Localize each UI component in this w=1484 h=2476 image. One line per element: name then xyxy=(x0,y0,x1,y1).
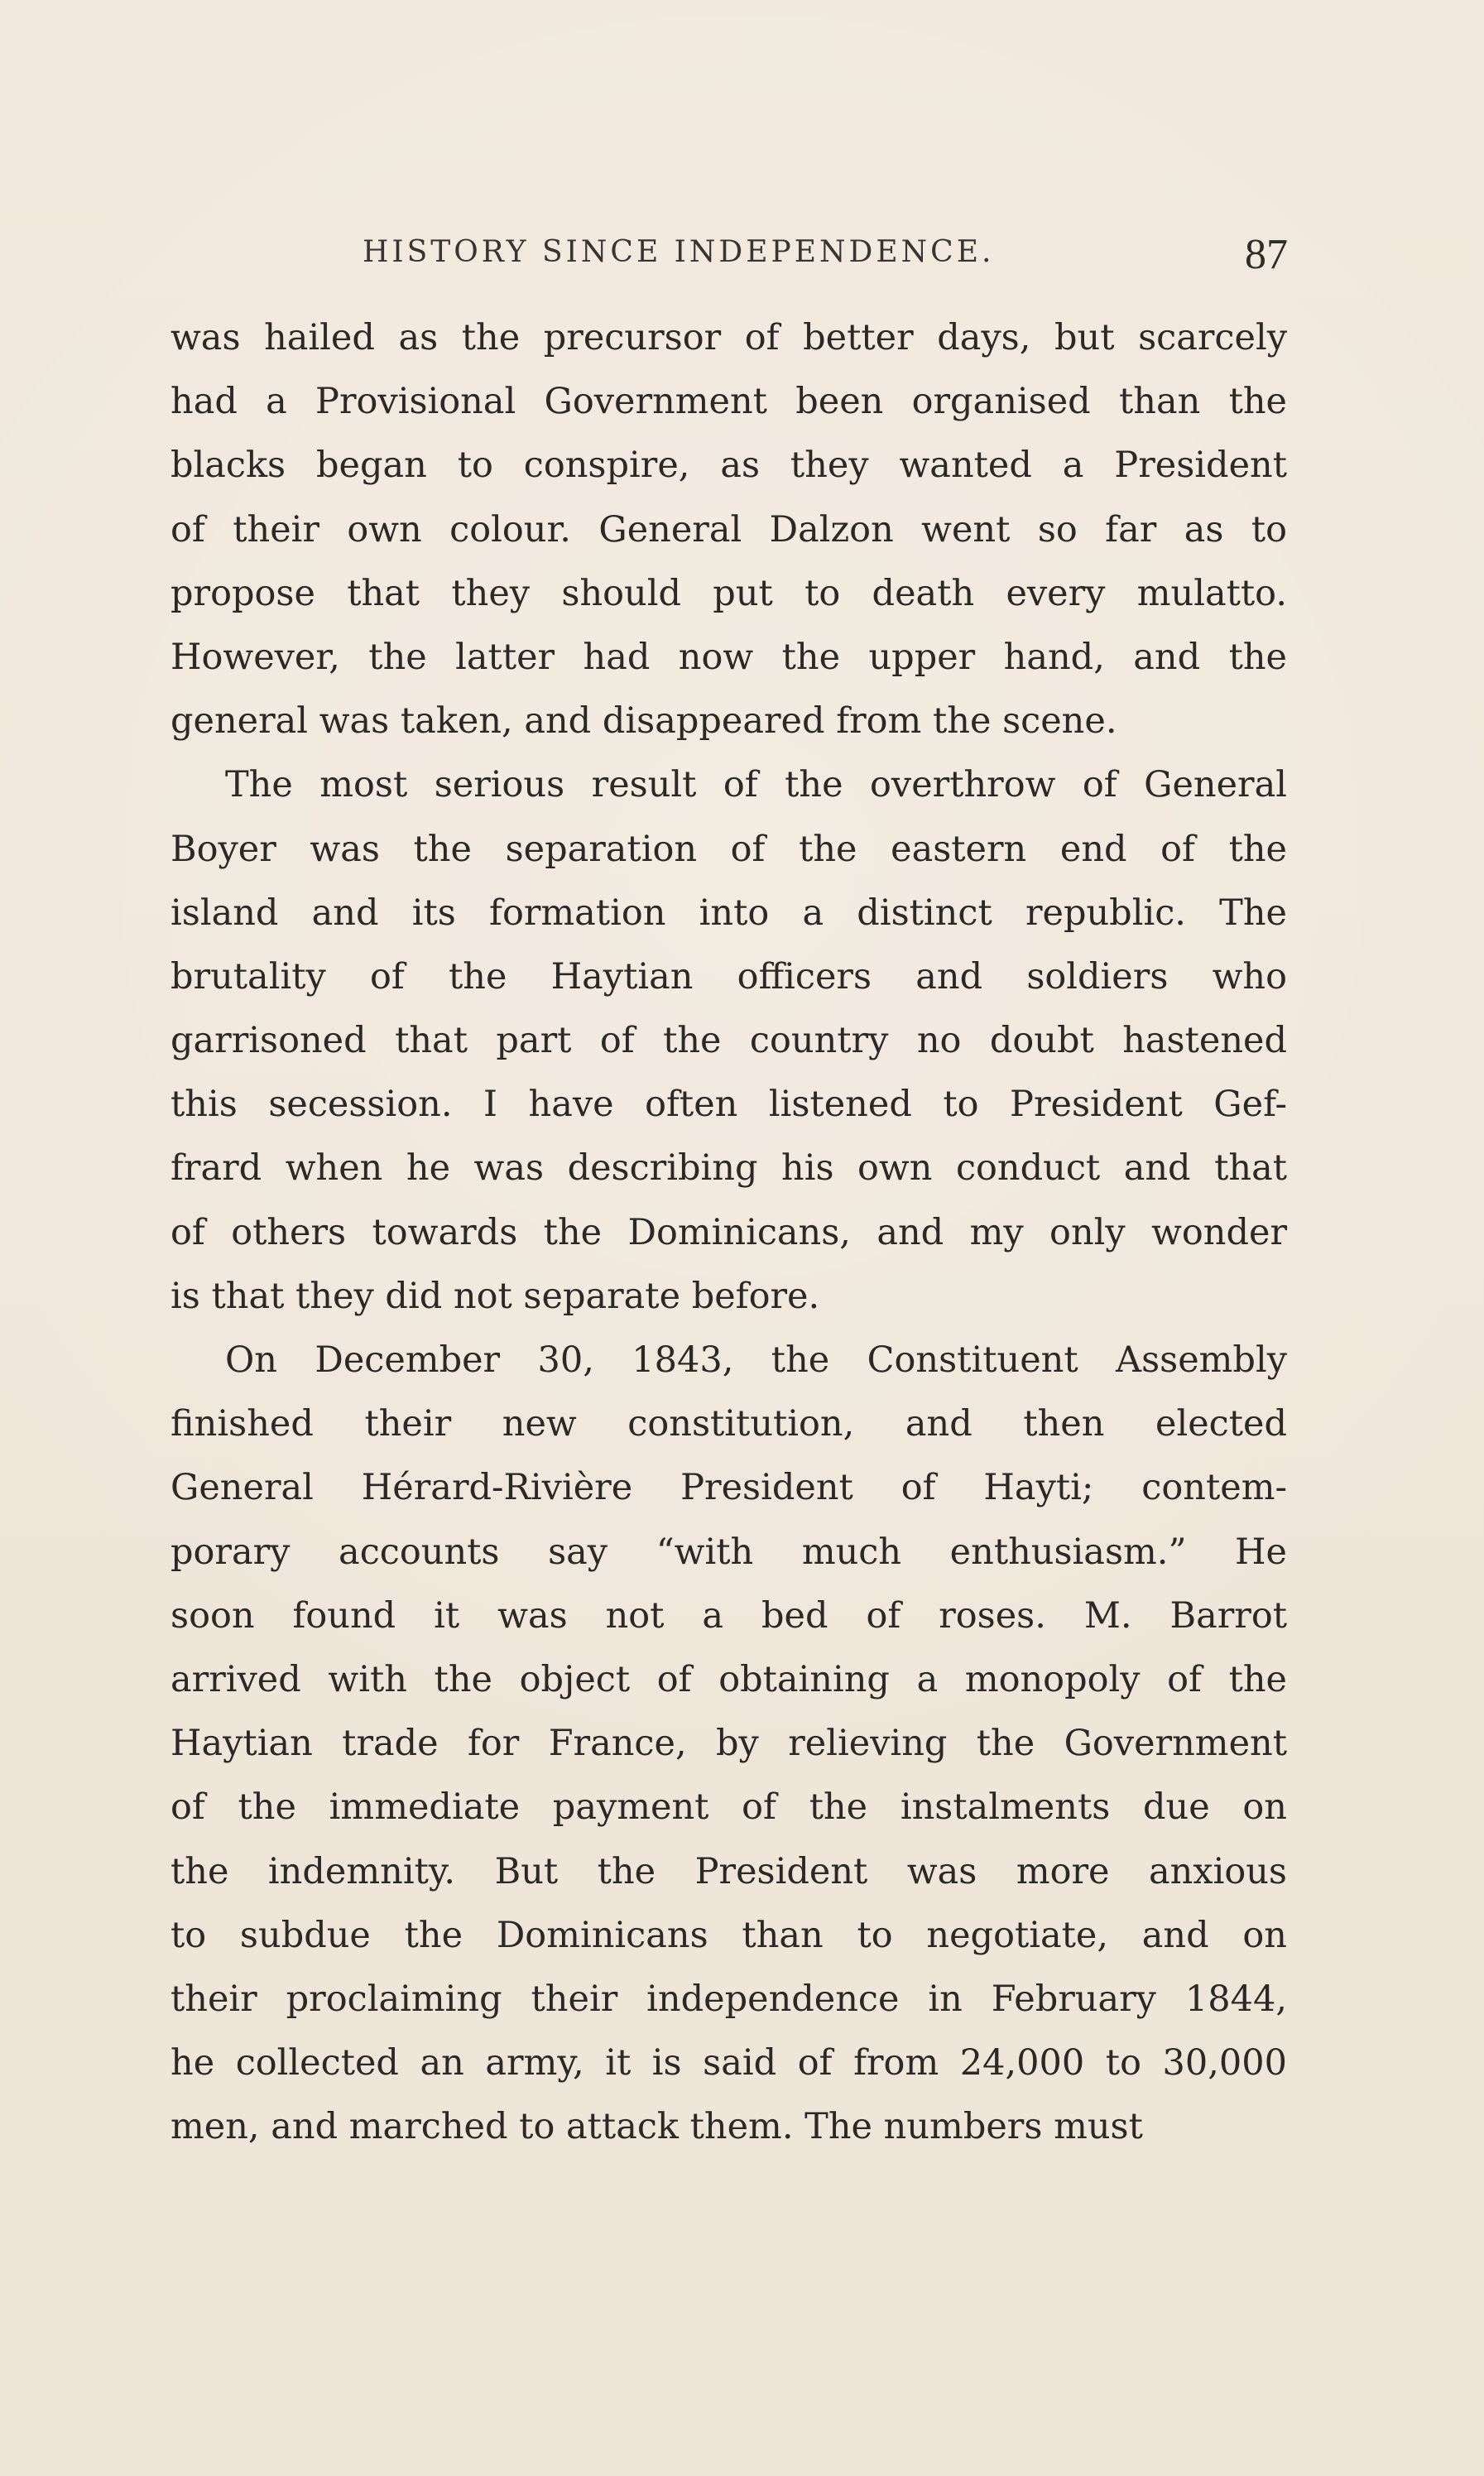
text-line: General Hérard-Rivière President of Hayti; contem- xyxy=(170,1467,1287,1509)
text-line: of their own colour. General Dalzon went so far as to xyxy=(170,508,1287,550)
text-line: propose that they should put to death every mulatto. xyxy=(170,572,1287,614)
body-text xyxy=(170,306,1287,2159)
page-number: 87 xyxy=(1245,231,1288,278)
text-line: soon found it was not a bed of roses. M. Barrot xyxy=(170,1594,1287,1637)
text-line: this secession. I have often listened to President Gef- xyxy=(170,1084,1287,1126)
text-line: blacks began to conspire, as they wanted a President xyxy=(170,445,1287,487)
text-line: men, and marched to attack them. The numbers must xyxy=(170,2106,1143,2148)
text-line: arrived with the object of obtaining a monopoly of the xyxy=(170,1658,1287,1700)
text-line: Boyer was the separation of the eastern end of the xyxy=(170,828,1287,870)
text-line: brutality of the Haytian officers and soldiers who xyxy=(170,955,1287,998)
text-line: their proclaiming their independence in February 1844, xyxy=(170,1978,1287,2020)
text-line: of others towards the Dominicans, and my only wonder xyxy=(170,1211,1287,1253)
paragraph-first-line: The most serious result of the overthrow of General xyxy=(225,764,1287,806)
text-line: was hailed as the precursor of better days, but scarcely xyxy=(170,317,1287,358)
text-line: is that they did not separate before. xyxy=(170,1275,820,1317)
text-line: general was taken, and disappeared from the scene. xyxy=(170,700,1117,743)
text-line: had a Provisional Government been organised than the xyxy=(170,381,1287,423)
text-line: the indemnity. But the President was more anxious xyxy=(170,1850,1287,1892)
text-line: Haytian trade for France, by relieving the Government xyxy=(170,1723,1287,1765)
text-line: of the immediate payment of the instalments due on xyxy=(170,1786,1287,1829)
page-header xyxy=(170,231,1288,285)
running-head: HISTORY SINCE INDEPENDENCE. xyxy=(363,235,995,269)
text-line: he collected an army, it is said of from 24,000 to 30,000 xyxy=(170,2042,1287,2084)
text-line: frard when he was describing his own conduct and that xyxy=(170,1147,1287,1190)
text-line: garrisoned that part of the country no doubt hastened xyxy=(170,1020,1287,1062)
text-line: island and its formation into a distinct republic. The xyxy=(170,892,1287,934)
paragraph-first-line: On December 30, 1843, the Constituent Assembly xyxy=(225,1339,1287,1381)
text-line: porary accounts say “with much enthusiasm.” He xyxy=(170,1531,1287,1573)
text-line: finished their new constitution, and then elected xyxy=(170,1403,1287,1445)
text-line: However, the latter had now the upper hand, and the xyxy=(170,636,1287,678)
text-line: to subdue the Dominicans than to negotiate, and on xyxy=(170,1914,1287,1956)
